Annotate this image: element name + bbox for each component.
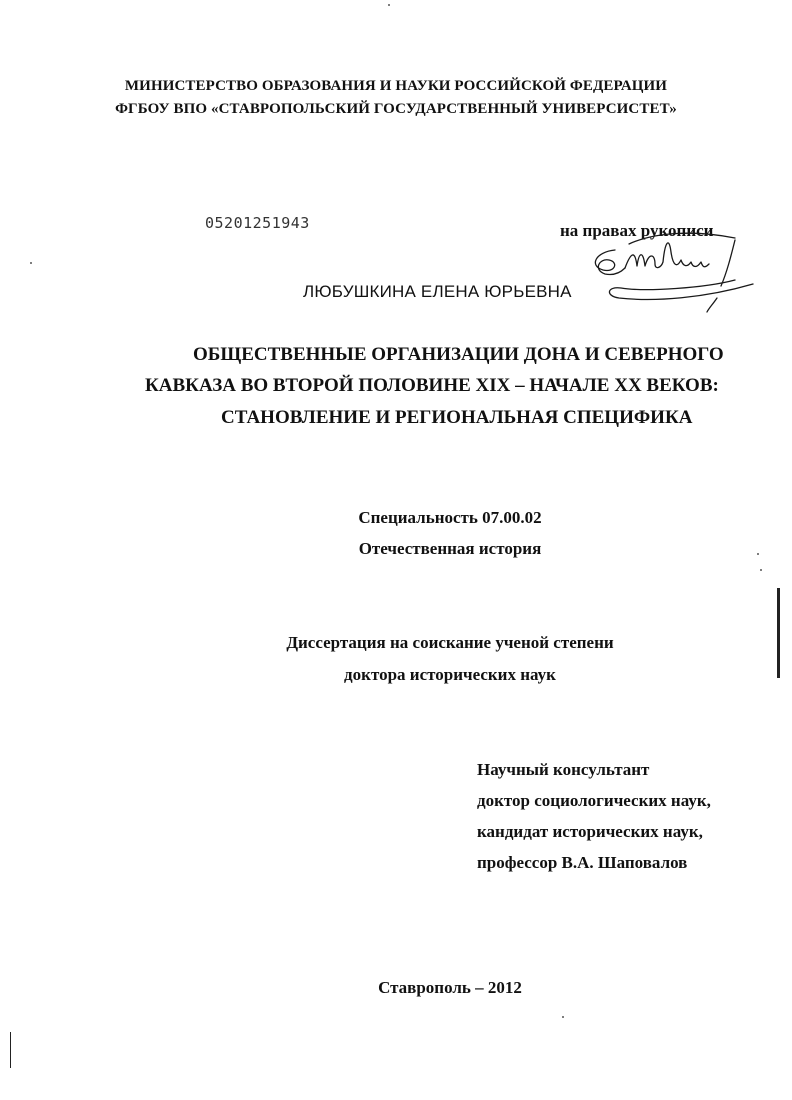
scan-edge-mark-right (777, 588, 780, 678)
ministry-heading: МИНИСТЕРСТВО ОБРАЗОВАНИЯ И НАУКИ РОССИЙСКОЙ ФЕДЕРАЦИИ (124, 78, 668, 94)
scan-speck (757, 553, 759, 555)
handwritten-signature (585, 222, 760, 314)
scan-speck (562, 1016, 564, 1018)
thesis-title-line-2: КАВКАЗА ВО ВТОРОЙ ПОЛОВИНЕ XIX – НАЧАЛЕ XX ВЕКОВ: (145, 375, 719, 396)
city-year: Ставрополь – 2012 (378, 978, 522, 997)
dissertation-degree-line-1: Диссертация на соискание ученой степени (286, 633, 614, 652)
thesis-title-line-1: ОБЩЕСТВЕННЫЕ ОРГАНИЗАЦИИ ДОНА И СЕВЕРНОГО (193, 344, 724, 365)
manuscript-note: на правах рукописи (560, 221, 714, 240)
consultant-degree-2: кандидат исторических наук, (477, 822, 703, 841)
consultant-degree-1: доктор социологических наук, (477, 791, 711, 810)
scan-speck (30, 262, 32, 264)
author-name: ЛЮБУШКИНА ЕЛЕНА ЮРЬЕВНА (303, 282, 572, 301)
specialty-name: Отечественная история (358, 539, 542, 558)
scan-speck (388, 4, 390, 6)
thesis-title-line-3: СТАНОВЛЕНИЕ И РЕГИОНАЛЬНАЯ СПЕЦИФИКА (221, 407, 693, 428)
registry-code: 05201251943 (205, 214, 310, 232)
specialty-code: Специальность 07.00.02 (358, 508, 542, 527)
scan-edge-mark-bottom-left (10, 1032, 11, 1068)
consultant-label: Научный консультант (477, 760, 650, 779)
university-heading: ФГБОУ ВПО «СТАВРОПОЛЬСКИЙ ГОСУДАРСТВЕННЫЙ УНИВЕРСИСТЕТ» (115, 101, 677, 117)
scan-speck (760, 569, 762, 571)
consultant-name: профессор В.А. Шаповалов (477, 853, 688, 872)
dissertation-degree-line-2: доктора исторических наук (344, 665, 556, 684)
